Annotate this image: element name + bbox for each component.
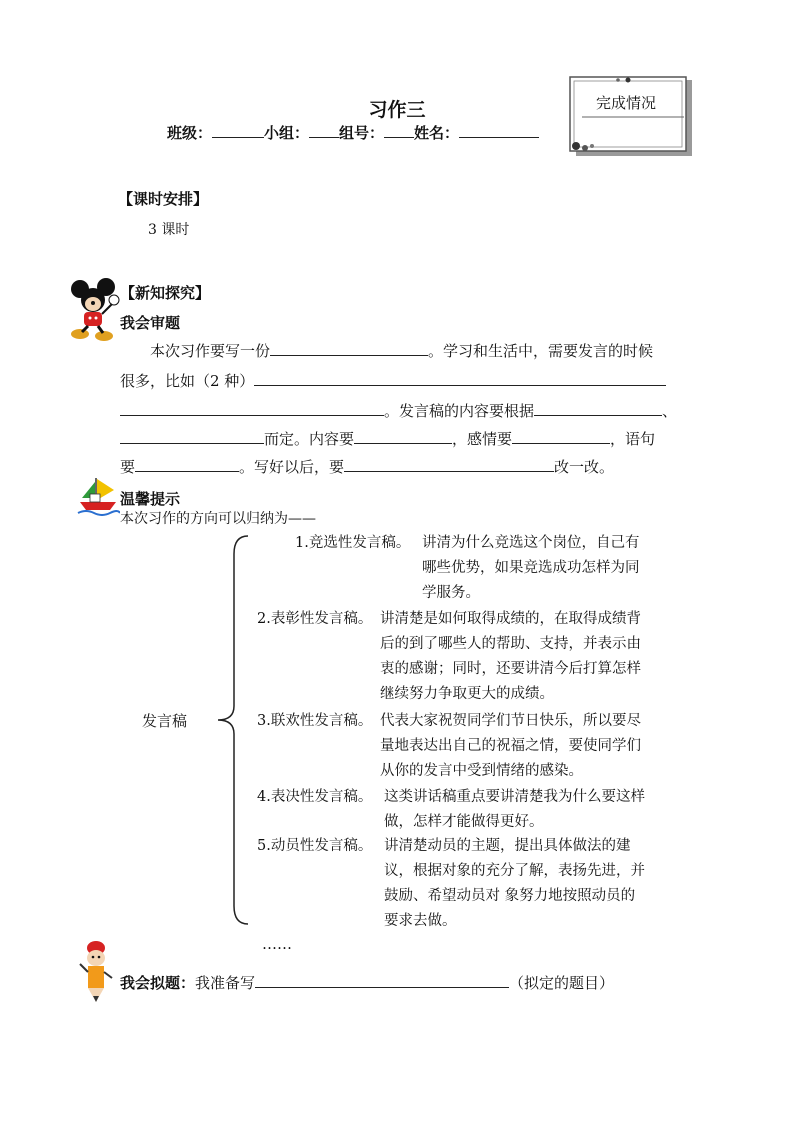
- sailboat-icon: [76, 476, 120, 516]
- draft-title-blank[interactable]: [255, 972, 509, 988]
- review-blank-3[interactable]: [120, 400, 384, 416]
- review-line-3: 。发言稿的内容要根据 、: [120, 400, 677, 421]
- tip-item-5-line-2: 议，根据对象的充分了解，表扬先进，并: [384, 863, 645, 879]
- name-blank[interactable]: [459, 122, 539, 138]
- tips-ellipsis: ……: [262, 935, 292, 953]
- tip-item-4-label: 4.表决性发言稿。: [257, 789, 373, 805]
- tip-item-2-line-2: 后的到了哪些人的帮助、支持，并表示由: [380, 636, 641, 652]
- explore-heading: 【新知探究】: [120, 284, 211, 302]
- review-heading: 我会审题: [120, 314, 181, 332]
- review-line-2: 很多，比如（2 种）: [120, 370, 666, 391]
- name-label: 姓名：: [414, 124, 460, 142]
- group-blank[interactable]: [309, 122, 339, 138]
- mickey-mouse-icon: [66, 278, 124, 342]
- tip-item-2-label: 2.表彰性发言稿。: [257, 611, 373, 627]
- curly-brace: [214, 534, 250, 926]
- tips-intro: 本次习作的方向可以归纳为——: [120, 511, 316, 527]
- review-blank-7[interactable]: [512, 428, 610, 444]
- tip-item-4-line-2: 做，怎样才能做得更好。: [384, 814, 544, 830]
- schedule-heading: 【课时安排】: [118, 190, 209, 208]
- draft-line: [120, 972, 614, 993]
- tips-root-label: 发言稿: [142, 712, 188, 730]
- review-blank-1[interactable]: [270, 340, 428, 356]
- review-line-5: 要 。写好以后，要 改一改。: [120, 458, 615, 476]
- schedule-value: 3 课时: [148, 222, 190, 238]
- group-no-blank[interactable]: [384, 122, 414, 138]
- draft-suffix: （拟定的题目）: [509, 974, 615, 992]
- pencil-mascot-icon: [78, 940, 114, 1004]
- page-title: 习作三: [368, 99, 426, 121]
- tip-item-4-line-1: 这类讲话稿重点要讲清楚我为什么要这样: [384, 789, 645, 805]
- review-blank-2[interactable]: [254, 370, 666, 386]
- review-blank-5[interactable]: [120, 428, 264, 444]
- tip-item-1-line-3: 学服务。: [422, 585, 480, 601]
- group-label: 小组：: [264, 124, 310, 142]
- tip-item-2-line-3: 衷的感谢；同时，还要讲清今后打算怎样: [380, 661, 641, 677]
- tips-heading: 温馨提示: [120, 490, 181, 508]
- student-info-row: [167, 122, 539, 143]
- completion-badge: [568, 76, 694, 158]
- review-line-4: 而定。内容要 ，感情要 ，语句: [120, 428, 655, 449]
- tip-item-1-label: 1.竞选性发言稿。: [295, 535, 411, 551]
- tip-item-1-line-2: 哪些优势，如果竞选成功怎样为同: [422, 560, 640, 576]
- badge-frame: [568, 76, 694, 158]
- tip-item-5-line-1: 讲清楚动员的主题，提出具体做法的建: [384, 838, 631, 854]
- class-blank[interactable]: [212, 122, 264, 138]
- tip-item-1-line-1: 讲清为什么竞选这个岗位，自己有: [422, 535, 640, 551]
- tip-item-5-line-4: 要求去做。: [384, 913, 457, 929]
- tip-item-2-line-4: 继续努力争取更大的成绩。: [380, 686, 554, 702]
- draft-heading: 我会拟题：: [120, 974, 196, 992]
- tip-item-3-line-1: 代表大家祝贺同学们节日快乐，所以要尽: [380, 713, 641, 729]
- tip-item-5-label: 5.动员性发言稿。: [257, 838, 373, 854]
- tip-item-5-line-3: 鼓励、希望动员对 象努力地按照动员的: [384, 888, 636, 904]
- badge-label: 完成情况: [596, 94, 657, 112]
- tip-item-3-label: 3.联欢性发言稿。: [257, 713, 373, 729]
- tip-item-3-line-2: 量地表达出自己的祝福之情，要使同学们: [380, 738, 641, 754]
- review-blank-4[interactable]: [534, 400, 662, 416]
- group-no-label: 组号：: [339, 124, 385, 142]
- review-blank-8[interactable]: [135, 456, 239, 472]
- tip-item-3-line-3: 从你的发言中受到情绪的感染。: [380, 763, 583, 779]
- review-line-1: 本次习作要写一份 。学习和生活中，需要发言的时候: [150, 342, 654, 360]
- review-blank-9[interactable]: [344, 456, 554, 472]
- tip-item-2-line-1: 讲清楚是如何取得成绩的，在取得成绩背: [380, 611, 641, 627]
- class-label: 班级：: [167, 124, 213, 142]
- review-blank-6[interactable]: [354, 428, 452, 444]
- draft-prefix: 我准备写: [195, 974, 256, 992]
